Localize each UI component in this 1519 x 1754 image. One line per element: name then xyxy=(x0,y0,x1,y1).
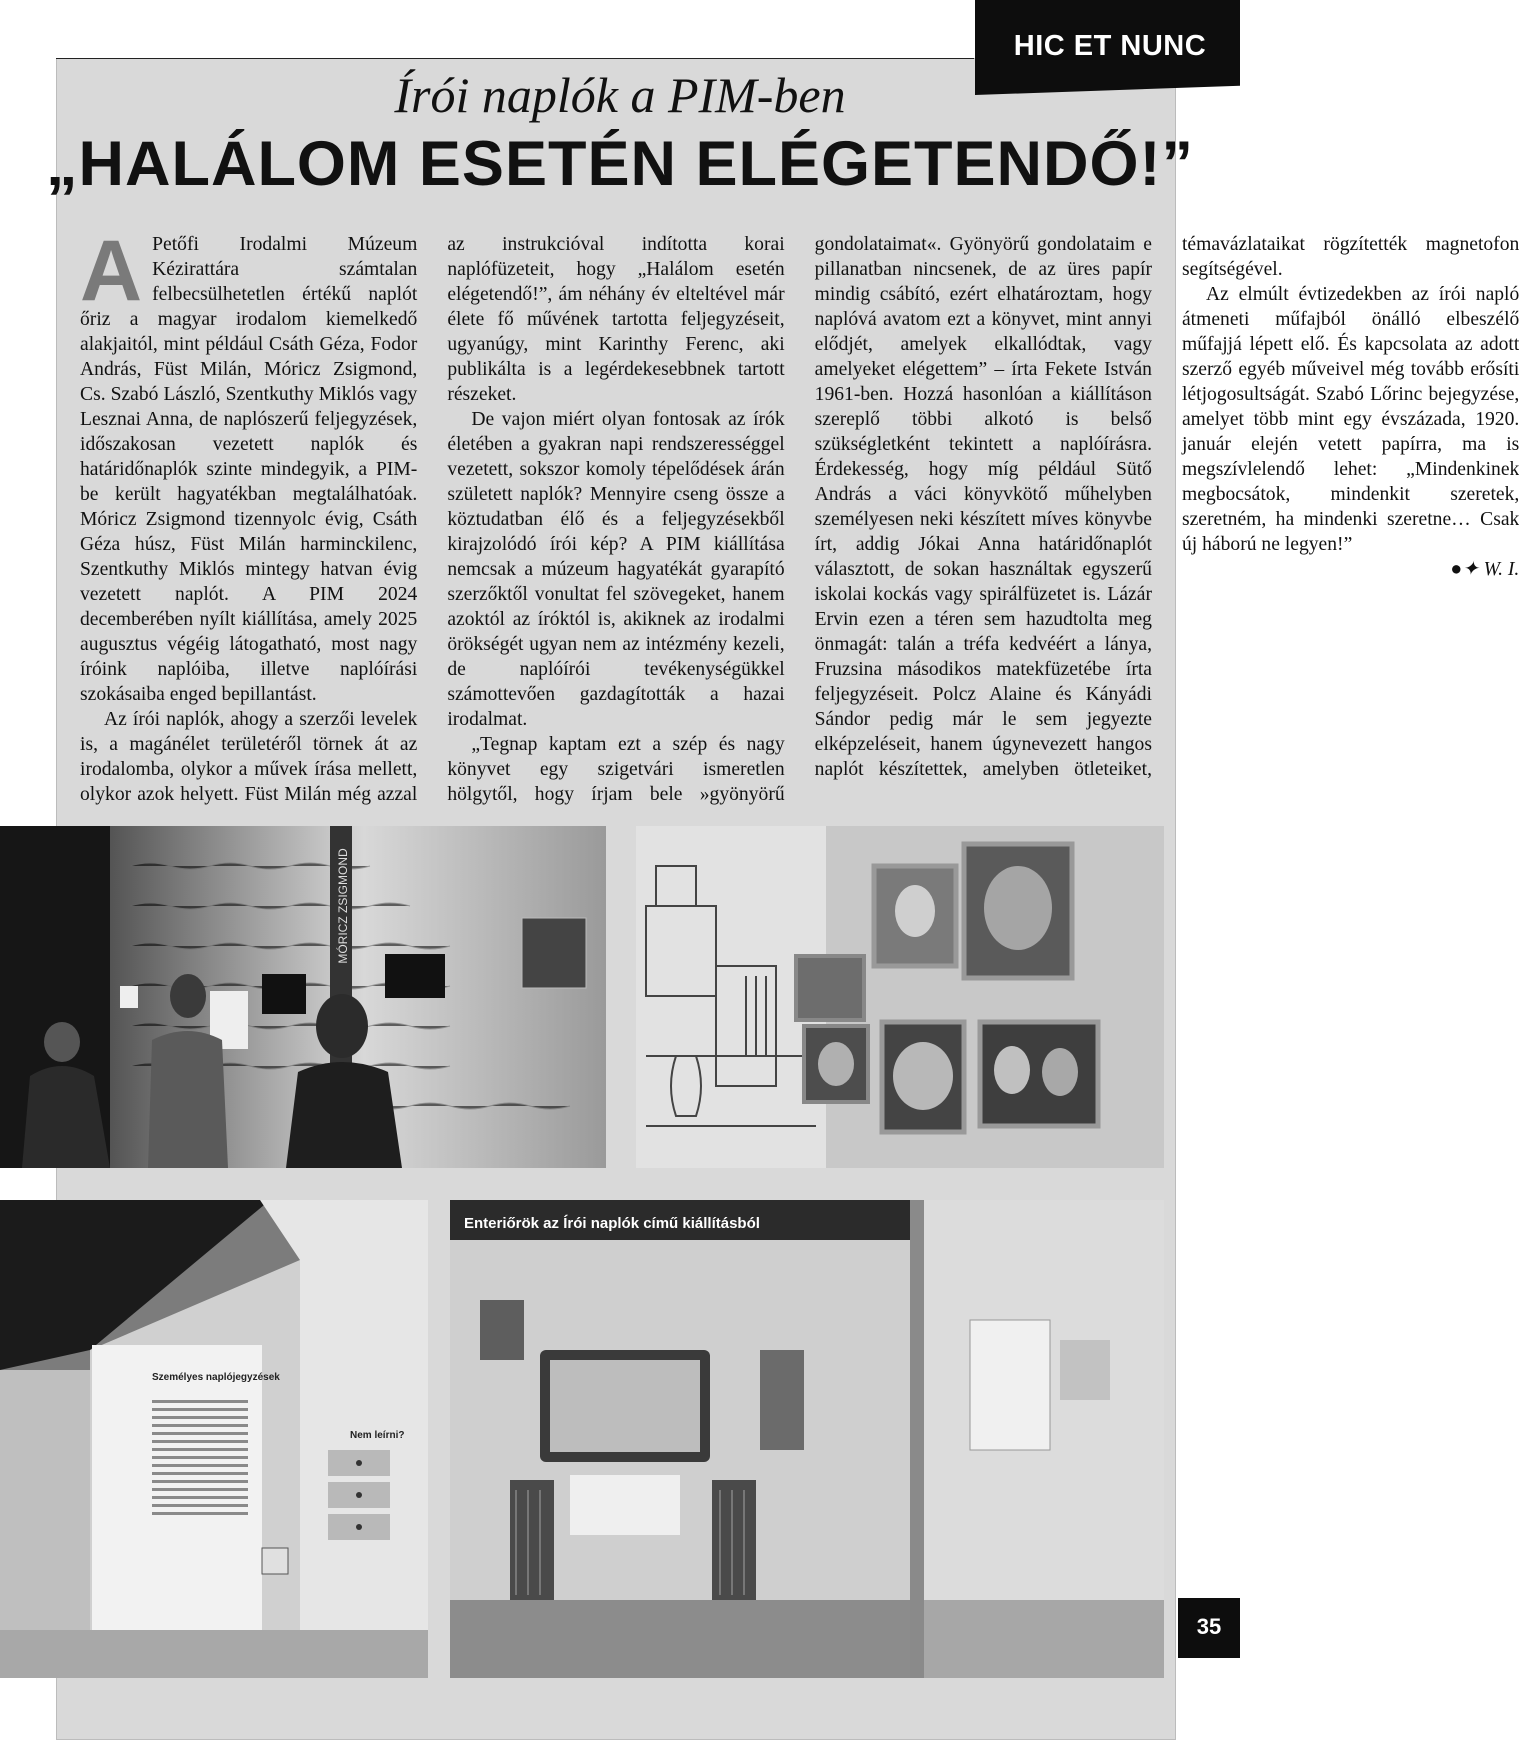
photo-portrait-wall xyxy=(636,826,1164,1168)
drop-cap: A xyxy=(80,223,143,319)
paragraph-5: Az elmúlt évtizedekben az írói napló átmeneti műfajból önálló elbeszélő műfajjá lépett elő. És kapcsolata az adott szerző egyéb műveivel még tovább erősíti létjogosultságát. Szabó Lőrinc bejegyzése, amelyet több mint egy évszázada, 1920. január elején vetett papírra, ma is megszívlelendő lehet: „Mindenkinek megbocsátok, mindenkit szeretek, szeretném, ha mindenki szeretne… Csak új háború ne legyen!” ●✦ W. I. xyxy=(1181,284,1519,580)
photo-portrait-wall-image xyxy=(636,826,1164,1168)
panel-title: Személyes naplójegyzések xyxy=(152,1372,280,1383)
photo-diary-panels xyxy=(0,1200,428,1678)
paragraph-2: Az írói naplók, ahogy a szerzői levelek is, a magánélet területéről törnek át az irodalomba, olykor a művek írása mellett, olykor azok helyett. Füst Milán még azzal az instrukcióval indította korai naplófüzeteit, hogy „Halálom esetén elégetendő!”, ám néhány év elteltével már élete fő művének tartotta feljegyzéseit, ugyanúgy, mint Karinthy Ferenc, aki publikálta is a legérdekesebbnek tartott részeket. xyxy=(80,234,785,805)
author-signature: ●✦ W. I. xyxy=(1450,559,1519,580)
article-headline: „HALÁLOM ESETÉN ELÉGETENDŐ!” xyxy=(45,129,1195,199)
article-body xyxy=(80,223,1519,810)
photo-train-interior-image xyxy=(450,1200,1164,1678)
section-label: HIC ET NUNC xyxy=(1013,30,1207,62)
wall-label: MÓRICZ ZSIGMOND xyxy=(336,848,350,964)
photo-moricz-wall-image xyxy=(0,826,606,1168)
photo-moricz-wall xyxy=(0,826,606,1168)
paragraph-4: „Tegnap kaptam ezt a szép és nagy könyvet egy szigetvári ismeretlen hölgytől, hogy írjam bele »gyönyörű gondolataimat«. Gyönyörű gondolataim e pillanatban nincsenek, de az üres papír mindig csábító, ezért elhatároztam, hogy naplóvá avatom ezt a könyvet, mint annyi elődjét, amelyek elkallódtak, vagy amelyeket elégettem” – írta Fekete István 1961-ben. Hozzá hasonlóan a kiállításon szereplő többi alkotó is belső szükségletként tekintett a naplóírásra. Érdekesség, hogy míg például Sütő András a váci könyvkötő műhelyben személyesen neki készített míves könyvbe írt, addig Jókai Anna határidőnaplót választott, de sokan használtak egyszerű iskolai kockás vagy spirálfüzetet is. Lázár Ervin ezen a téren sem hazudtolta meg önmagát: talán a tréfa kedvéért a lánya, Fruzsina másodikos matekfüzetébe írta feljegyzéseit. Polcz Alaine és Kányádi Sándor pedig már le sem jegyezte elképzeléseit, hanem úgynevezett hangos naplót készítettek, amelyben ötleteiket, témavázlataikat rögzítették magnetofon segítségével. xyxy=(447,234,1519,805)
photo-caption: Enteriőrök az Írói naplók című kiállításból xyxy=(464,1215,760,1232)
page-number: 35 xyxy=(1196,1614,1222,1639)
panel-question: Nem leírni? xyxy=(350,1430,405,1441)
header-rule xyxy=(56,58,974,59)
photo-train-interior xyxy=(450,1200,1164,1678)
photo-diary-panels-image xyxy=(0,1200,428,1678)
article-kicker: Írói naplók a PIM-ben xyxy=(394,67,846,123)
paragraph-3: De vajon miért olyan fontosak az írók életében a gyakran napi rendszerességgel vezetett, sokszor komoly tépelődések árán született naplók? Mennyire cseng össze a köztudatban élő és a feljegyzésekből kirajzolódó írói kép? A PIM kiállítása nemcsak a múzeum hagyatékát gyarapító szerzőktől vonultat fel szövegeket, hanem azoktól az íróktól is, akiknek az irodalmi örökségét ugyan nem az intézmény kezeli, de naplóírói tevékenységükkel számottevően gazdagították a hazai irodalmat. xyxy=(447,409,785,730)
paragraph-1: A Petőfi Irodalmi Múzeum Kézirattára számtalan felbecsülhetetlen értékű naplót őriz a magyar irodalom kiemelkedő alakjaitól, mint például Csáth Géza, Fodor András, Füst Milán, Móricz Zsigmond, Cs. Szabó László, Szentkuthy Miklós vagy Lesznai Anna, de naplószerű feljegyzések, időszakosan vezetett naplók és határidőnaplók szinte mindegyik, a PIM-be került hagyatékban megtalálhatóak. Móricz Zsigmond tizennyolc évig, Csáth Géza húsz, Füst Milán harminckilenc, Szentkuthy Miklós mintegy hatvan évig vezetett naplót. A PIM 2024 decemberében nyílt kiállítása, amely 2025 augusztus végéig látogatható, most nagy íróink naplóiba, illetve naplóírási szokásaiba enged bepillantást. xyxy=(80,223,418,705)
